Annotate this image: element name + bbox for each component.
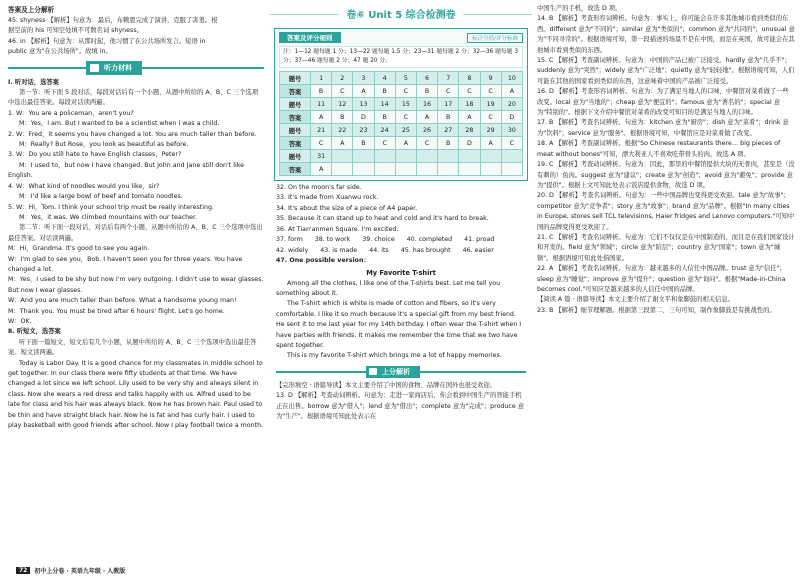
grid-question-row xyxy=(280,98,523,111)
grid-answer-cell: C xyxy=(480,111,501,124)
essay-heading: 47. One possible version： xyxy=(276,257,370,265)
dialogue-line: M：Yes，it was. We climbed mountains with our teacher. xyxy=(19,213,198,221)
word-answers-row2 xyxy=(276,246,526,257)
grid-answer-cell: D xyxy=(459,137,480,150)
grid-answer-cell xyxy=(438,163,459,176)
grid-question-cell: 18 xyxy=(459,98,480,111)
essay-paragraph: The T-shirt which is white is made of cotton and fibers, so it's very comfortable. I like it so much because it's a special gift from my best friend. He sent it to me last year for my 14th birthday. I often wear the T-shirt when I have parties with friends. It makes me remember the time that we two have spent together. xyxy=(276,300,522,350)
grid-answer-cell xyxy=(374,163,395,176)
analysis-item-17: 17. B 【解析】考查名词辨析。句意为：kitchen 意为"厨房"；dish 意为"菜肴"；drink 意为"饮料"；service 意为"服务"。根据语境可知，中餐馆应是对菜肴做了改变。 xyxy=(537,119,789,137)
grid-question-cell xyxy=(438,150,459,163)
grid-answer-cell: D xyxy=(501,111,522,124)
score-note: 注：1—12 题每题 1 分；13—22 题每题 1.5 分；23—31 题每题 2 分；32—36 题每题 3 分；37—46 题每题 2 分；47 题 20 分。 xyxy=(279,46,523,68)
grid-answer-cell: A xyxy=(480,137,501,150)
analysis-item-19: 19. C 【解析】考查动词辨析。句意为：因此，那里的中餐馆提供大块的无骨肉，甚至是（没有刺的）鱼肉。suggest 意为"建议"；create 意为"创造"；avoid 意为"避免"；provide 意为"提供"。根据上文可知此处表示饭店提供食物，故选 D 项。 xyxy=(537,161,795,189)
word-answer: 40. completed xyxy=(406,236,453,244)
grid-answer-cell: B xyxy=(374,85,395,98)
listening-section-header xyxy=(8,61,264,75)
word-answer: 44. its xyxy=(369,246,389,254)
answer-key-box xyxy=(274,28,528,181)
grid-question-cell: 15 xyxy=(395,98,416,111)
dialogue-line: M：Hi，Grandma. It's good to see you again. xyxy=(8,245,150,253)
sentence-answer: 36. At Tian'anmen Square. I'm excited. xyxy=(276,225,399,233)
grid-answer-cell: C xyxy=(395,111,416,124)
grid-question-cell: 题号 xyxy=(280,98,311,111)
item-46-line1: 46. in 【解析】句意为：从那时起，他习惯了在公共场所发言。短语 in xyxy=(8,37,206,45)
word-answer: 41. proad xyxy=(464,236,495,244)
grid-answer-cell: C xyxy=(416,137,437,150)
grid-question-cell: 23 xyxy=(353,124,374,137)
grid-answer-cell: A xyxy=(353,85,374,98)
grid-answer-cell: A xyxy=(311,111,332,124)
grid-question-cell xyxy=(416,150,437,163)
dialogue-line: M：Thank you. You must be tired after 6 hours' flight. Let's go home. xyxy=(8,307,225,315)
dialogue-line: 5. W：Hi，Tom. I think your school trip must be really interesting. xyxy=(8,203,214,211)
analysis-section-label: 上分解析 xyxy=(382,367,410,376)
dialogue-line: M：Really? But Rose，you look as beautiful as before. xyxy=(19,141,189,149)
sentence-answer: 33. It's made from Xuanwu rock. xyxy=(276,194,379,202)
grid-question-cell: 7 xyxy=(438,72,459,85)
grid-question-cell: 6 xyxy=(416,72,437,85)
grid-answer-cell: B xyxy=(416,85,437,98)
grid-question-cell: 8 xyxy=(459,72,480,85)
grid-question-cell: 3 xyxy=(353,72,374,85)
grid-question-cell xyxy=(353,150,374,163)
grid-question-cell: 5 xyxy=(395,72,416,85)
dialogue-line: 3. W：Do you still hate to have English classes，Peter? xyxy=(8,151,182,159)
analysis-item-15: 15. C 【解析】考查副词辨析。句意为：中国的产品已被广泛接受。hardly 意为"几乎不"；suddenly 意为"突然"；widely 意为"广泛地"；quietly 意为"轻轻地"。根据语境可知，人们可能在其他的国家看到类似的东西，这意味着中国的产品被广泛接受。 xyxy=(537,57,795,85)
grid-question-cell: 11 xyxy=(311,98,332,111)
grid-question-cell: 16 xyxy=(416,98,437,111)
reading-a-intro: 【阅读 A 篇 · 语篇导读】本文主要介绍了谢文平和象脚鼓的相关信息。 xyxy=(537,296,734,304)
word-answer: 39. choice xyxy=(362,236,395,244)
dialogue-line: M：Yes，I am. But I wanted to be a scientist when I was a child. xyxy=(19,120,220,128)
essay-paragraph: Among all the clothes, I like one of the T-shirts best. Let me tell you something about it. xyxy=(276,279,501,298)
running-title: 答案及上分解析 xyxy=(8,6,55,14)
grid-answer-cell: A xyxy=(501,85,522,98)
grid-question-cell xyxy=(332,150,353,163)
part3-heading: Ⅱ. 听短文，选答案 xyxy=(8,328,61,336)
grid-answer-cell: B xyxy=(311,85,332,98)
analysis-item-20: 20. D 【解析】考查名词辨析。句意为：一些中国品牌也变得更受欢迎。tale 意为"故事"；competitor 意为"竞争者"；story 意为"故事"；brand 意为"品牌"。根据"In many cities in Europe, stores sell TCL televisions, Haier fridges and Lenovo computers."可知中国的品牌变得更受欢迎了。 xyxy=(537,192,795,231)
middle-column xyxy=(270,0,532,578)
grid-answer-cell: 答案 xyxy=(280,163,311,176)
grid-question-cell xyxy=(374,150,395,163)
grid-answer-cell: A xyxy=(395,137,416,150)
grid-question-row xyxy=(280,72,523,85)
part3-intro: 听下面一篇短文，短文后有几个小题，从题中所给的 A、B、C 三个选项中选出最佳答案。短文读两遍。 xyxy=(8,338,257,357)
dialogue-line: W：And you are much taller than before. What a handsome young man! xyxy=(8,297,237,305)
grid-answer-cell: C xyxy=(395,85,416,98)
grid-question-cell: 27 xyxy=(438,124,459,137)
dialogue-line: M：Yes，I used to be shy but now I'm very outgoing. I didn't use to wear glasses. But now I wear glasses. xyxy=(8,276,264,294)
book-icon xyxy=(369,368,377,375)
grid-answer-cell xyxy=(332,163,353,176)
grid-answer-cell: B xyxy=(353,137,374,150)
grid-answer-cell: B xyxy=(374,111,395,124)
sentence-answer: 34. It's about the size of a piece of A4 paper. xyxy=(276,204,418,212)
grid-question-cell: 10 xyxy=(501,72,522,85)
grid-question-cell: 1 xyxy=(311,72,332,85)
grid-answer-cell: C xyxy=(459,85,480,98)
word-answer: 37. form xyxy=(276,236,303,244)
word-answer: 42. widely xyxy=(276,246,309,254)
analysis-item-13: 13. D 【解析】考查动词辨析。句意为：走进一家商店后，你会看到中国生产的智能手机正在出售。borrow 意为"借入"；lend 意为"借出"；complete 意为"完成"；produce 意为"生产"。根据语境可知此处表示在 xyxy=(276,392,525,421)
dialogue-line: W：I'm glad to see you，Bob. I haven't seen you for three years. You have changed a lot. xyxy=(8,255,243,273)
grid-answer-cell: C xyxy=(374,137,395,150)
grid-question-cell: 26 xyxy=(416,124,437,137)
grid-question-cell: 24 xyxy=(374,124,395,137)
grid-answer-cell: 答案 xyxy=(280,85,311,98)
right-column xyxy=(537,0,795,578)
grid-answer-cell: C xyxy=(480,85,501,98)
dialogue-line: 1. W：You are a policeman，aren't you? xyxy=(8,109,134,117)
analysis-item-22: 22. A 【解析】考查名词辨析。句意为：越来越多的人信任中国品牌。trust 意为"信任"；sleep 意为"睡觉"；improve 意为"提升"；question 意为"询问"。根据"Made-in-China becomes cool."可知应是越来越多的人信任中国的品牌。 xyxy=(537,265,786,293)
word-answer: 38. to work xyxy=(314,236,351,244)
part1-heading: Ⅰ. 听对话，选答案 xyxy=(8,78,60,86)
grid-answer-cell: B xyxy=(438,137,459,150)
grid-answer-cell xyxy=(416,163,437,176)
grid-answer-cell: C xyxy=(438,85,459,98)
grid-question-cell: 17 xyxy=(438,98,459,111)
grid-answer-row xyxy=(280,163,523,176)
grid-question-cell: 25 xyxy=(395,124,416,137)
grid-answer-cell: B xyxy=(438,111,459,124)
grid-answer-cell: C xyxy=(501,137,522,150)
essay-title: My Favorite T-shirt xyxy=(366,268,436,277)
grid-question-cell xyxy=(480,150,501,163)
grid-question-cell: 29 xyxy=(480,124,501,137)
analysis-section-header xyxy=(276,366,526,378)
grid-question-cell: 4 xyxy=(374,72,395,85)
grid-answer-cell: B xyxy=(332,111,353,124)
grid-answer-cell xyxy=(480,163,501,176)
grid-question-cell: 9 xyxy=(480,72,501,85)
grid-answer-cell: A xyxy=(416,111,437,124)
grid-answer-cell: A xyxy=(332,137,353,150)
sentence-answer: 35. Because it can stand up to heat and cold and it's hard to break. xyxy=(276,215,489,223)
grid-question-cell: 2 xyxy=(332,72,353,85)
grid-answer-cell: 答案 xyxy=(280,137,311,150)
grid-question-cell: 题号 xyxy=(280,72,311,85)
grid-answer-cell xyxy=(459,163,480,176)
analysis-paragraph: 中国生产的手机，故选 D 项。 xyxy=(537,5,622,12)
grid-question-cell: 13 xyxy=(353,98,374,111)
grid-question-cell xyxy=(395,150,416,163)
grid-answer-cell: A xyxy=(459,111,480,124)
grid-question-cell: 题号 xyxy=(280,150,311,163)
footer-text: 初中上分卷 · 英语九年级 · 人教版 xyxy=(34,568,126,575)
grid-question-cell: 28 xyxy=(459,124,480,137)
grid-question-cell: 12 xyxy=(332,98,353,111)
grid-question-cell: 30 xyxy=(501,124,522,137)
grid-answer-cell: 答案 xyxy=(280,111,311,124)
grid-answer-cell xyxy=(501,163,522,176)
part1-intro: 第一节：听下面 5 段对话，每段对话后有一个小题，从题中所给的 A、B、C 三个选项中选出最佳答案。每段对话读两遍。 xyxy=(8,89,259,107)
dialogue-line: M：I used to，but now I have changed. But John and Jane still don't like English. xyxy=(8,161,245,180)
test-title-band xyxy=(270,4,532,26)
answer-key-tag: 标注分值/评分标准 xyxy=(467,33,523,43)
listening-section-label: 听力材料 xyxy=(104,63,132,72)
part2-intro: 第二节：听下面一段对话，对话后有两个小题，从题中所给的 A、B、C 三个选项中选出最佳答案。对话读两遍。 xyxy=(8,224,263,242)
grid-question-cell: 19 xyxy=(480,98,501,111)
analysis-item-14: 14. B 【解析】考查形容词辨析。句意为：事实上，你可能会在许多其他城市看到类似的东西。different 意为"不同的"；similar 意为"类似的"；common 意为"共同的"；unusual 意为"不同寻常的"。根据语境可知，第一段描述的场景不是在中国，而是在英国，故可能会在其他城市看到类似的东西。 xyxy=(537,15,795,54)
grid-question-cell: 20 xyxy=(501,98,522,111)
grid-question-row xyxy=(280,150,523,163)
grid-question-cell: 31 xyxy=(311,150,332,163)
word-answers-row1 xyxy=(276,235,526,246)
grid-question-cell: 21 xyxy=(311,124,332,137)
listening-passage: Today is Labor Day. It is a good chance for my classmates in middle school to get together. In our class there were fifty students at that time. We have changed a lot since we left school. Lily used to be very shy and always silent in class. Now she wears a red dress and talks happily with us. Alfred used to be late for class and his hair was always black. Now he has brown hair. Paul used to be thin and have straight black hair. Now he is fat and has curly hair. I used to play basketball with good friends after school. Now I play football twice a month. xyxy=(8,359,264,430)
sentence-answer: 32. On the moon's far side. xyxy=(276,184,362,191)
answers-body xyxy=(270,181,532,425)
grid-answer-row xyxy=(280,85,523,98)
grid-question-cell: 题号 xyxy=(280,124,311,137)
cloze-intro: 【完形填空 · 语篇导读】本文主要介绍了中国的食物、品牌在国外也很受欢迎。 xyxy=(276,381,497,389)
grid-answer-cell: A xyxy=(311,163,332,176)
grid-question-cell xyxy=(501,150,522,163)
item-46-line2: public 意为"在公共场所"。故填 in。 xyxy=(8,48,112,56)
grid-question-cell: 22 xyxy=(332,124,353,137)
grid-answer-row xyxy=(280,137,523,150)
answer-key-label: 答案及评分细则 xyxy=(279,32,341,43)
grid-question-cell: 14 xyxy=(374,98,395,111)
analysis-item-16: 16. D 【解析】考查形容词辨析。句意为：为了满足当地人的口味，中餐馆对菜肴做了一些改变。local 意为"当地的"；cheap 意为"便宜的"；famous 意为"著名的"；special 意为"特别的"。根据下文介绍中餐馆对菜肴的改变可知目的是满足当地人的口味。 xyxy=(537,88,789,117)
essay-paragraph: This is my favorite T-shirt which brings me a lot of happy memories. xyxy=(287,352,502,360)
test-title: 卷⑥ Unit 5 综合检测卷 xyxy=(338,6,463,21)
answer-grid xyxy=(279,71,523,176)
grid-answer-cell: C xyxy=(311,137,332,150)
word-answer: 45. has brought xyxy=(400,246,451,254)
word-answer: 46. easier xyxy=(462,246,494,254)
grid-answer-cell: D xyxy=(353,111,374,124)
grid-answer-cell: C xyxy=(332,85,353,98)
grid-answer-cell xyxy=(395,163,416,176)
headphones-icon xyxy=(90,64,99,72)
grid-answer-cell xyxy=(353,163,374,176)
grid-question-row xyxy=(280,124,523,137)
page-number: 72 xyxy=(16,567,30,574)
grid-question-cell xyxy=(459,150,480,163)
dialogue-line: 2. W：Fred，it seems you have changed a lot. You are much taller than before. xyxy=(8,130,257,138)
item-45-line2: 据空前的 his 可知空处填不可数名词 shyness。 xyxy=(8,27,143,35)
analysis-item-18: 18. A 【解析】考查副词辨析。根据"So Chinese restaurants there… big pieces of meat without bones"可知，漂大利亚人不喜欢吃带骨头的肉，故选 A 项。 xyxy=(537,140,781,158)
analysis-item-21: 21. C 【解析】考查名词辨析。句意为：它们不仅仅是在中国制造的，而且是在我们国家设计和开发的。field 意为"领域"；circle 意为"阶层"；country 意为"国家"；town 意为"城镇"。根据语境可知此处指国家。 xyxy=(537,233,795,262)
word-answer: 43. is made xyxy=(320,246,358,254)
dialogue-line: 4. W：What kind of noodles would you like，sir? xyxy=(8,182,160,190)
analysis-item-23: 23. B 【解析】细节理解题。根据第三段第二、三句可知，制作象脚鼓是有挑战性的。 xyxy=(537,306,776,314)
item-45-line1: 45. shyness 【解析】句意为：最后，布赖恩完成了演讲，克服了害羞。根 xyxy=(8,17,218,24)
dialogue-line: W：OK. xyxy=(8,317,32,325)
page-footer xyxy=(16,566,125,575)
left-column xyxy=(8,0,264,578)
dialogue-line: M：I'd like a large bowl of beef and tomato noodles. xyxy=(19,193,183,201)
grid-answer-row xyxy=(280,111,523,124)
